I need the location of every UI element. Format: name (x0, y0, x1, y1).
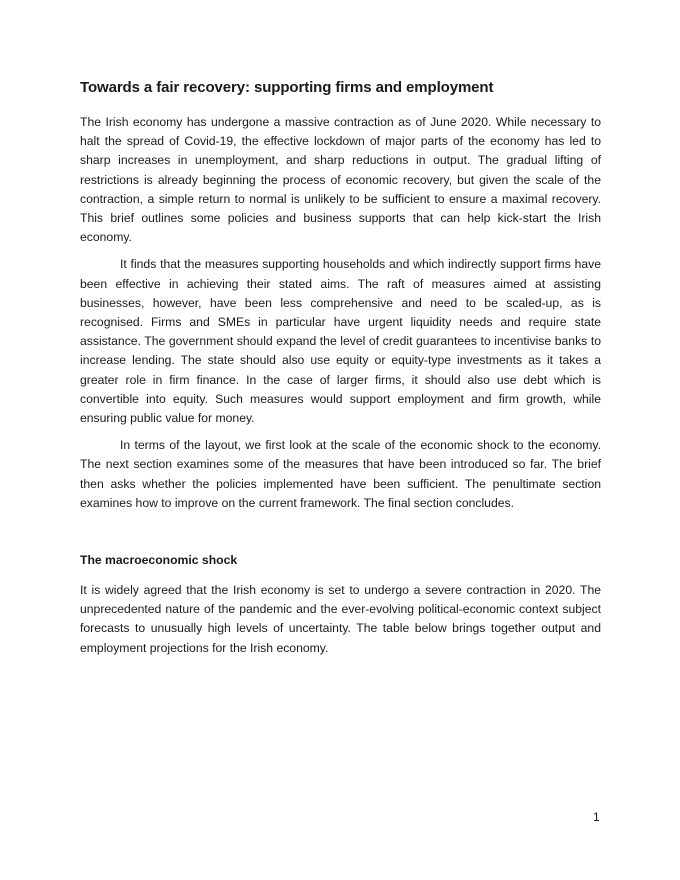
document-title: Towards a fair recovery: supporting firms and employment (80, 79, 494, 96)
section-paragraph: It is widely agreed that the Irish economy is set to undergo a severe contraction in 2020. The unprecedented nature of the pandemic and the ever-evolving political-economic context subject forecasts to unusually high levels of uncertainty. The table below brings together output and employment projections for the Irish economy. (80, 583, 601, 655)
page-number: 1 (593, 810, 600, 824)
findings-paragraph: It finds that the measures supporting households and which indirectly support firms have been effective in achieving their stated aims. The raft of measures aimed at assisting businesses, however, have been less comprehensive and need to be scaled-up, as is recognised. Firms and SMEs in particular have urgent liquidity needs and require state assistance. The government should expand the level of credit guarantees to incentivise banks to increase lending. The state should also use equity or equity-type investments as it takes a greater role in firm finance. In the case of larger firms, it should also use debt which is convertible into equity. Such measures would support employment and firm growth, while ensuring public value for money. (80, 257, 601, 426)
layout-paragraph: In terms of the layout, we first look at the scale of the economic shock to the economy. The next section examines some of the measures that have been introduced so far. The brief then asks whether the policies implemented have been sufficient. The penultimate section examines how to improve on the current framework. The final section concludes. (80, 438, 601, 510)
intro-paragraph: The Irish economy has undergone a massive contraction as of June 2020. While necessary to halt the spread of Covid-19, the effective lockdown of major parts of the economy has led to sharp increases in unemployment, and sharp reductions in output. The gradual lifting of restrictions is already beginning the process of economic recovery, but given the scale of the contraction, a simple return to normal is unlikely to be sufficient to ensure a maximal recovery. This brief outlines some policies and business supports that can help kick-start the Irish economy. (80, 115, 601, 245)
section-heading: The macroeconomic shock (80, 553, 238, 568)
document-body (80, 78, 601, 666)
